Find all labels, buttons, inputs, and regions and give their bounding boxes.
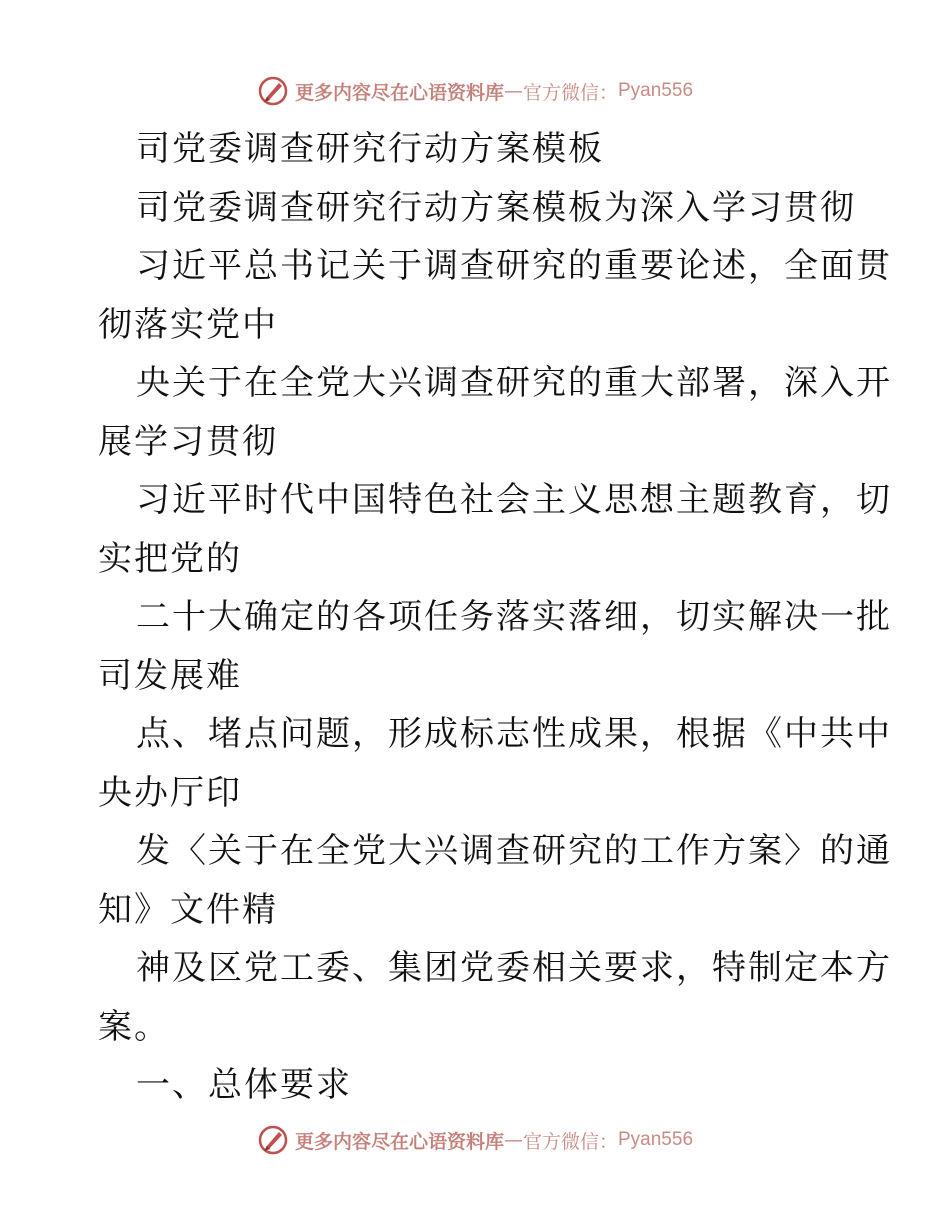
- watermark-account: Pyan556: [618, 80, 694, 101]
- doc-line: 展学习贯彻: [98, 421, 278, 462]
- footer-watermark: [0, 1120, 950, 1160]
- watermark-separator: —: [503, 80, 523, 102]
- doc-line: 彻落实党中: [98, 304, 278, 345]
- watermark-account: Pyan556: [618, 1129, 694, 1150]
- watermark-separator: —: [503, 1129, 523, 1151]
- section-heading: 一、总体要求: [136, 1065, 352, 1105]
- doc-line: 央办厅印: [98, 772, 242, 813]
- doc-line: 点、堵点问题，形成标志性成果，根据《中共中: [136, 714, 892, 754]
- doc-line: 司党委调查研究行动方案模板为深入学习贯彻: [136, 187, 856, 228]
- doc-line: 司党委调查研究行动方案模板: [136, 129, 604, 169]
- doc-line: 二十大确定的各项任务落实落细，切实解决一批: [136, 597, 892, 637]
- doc-line: 习近平时代中国特色社会主义思想主题教育，切: [136, 480, 892, 520]
- doc-line: 习近平总书记关于调查研究的重要论述，全面贯: [136, 246, 892, 286]
- watermark-label: 官方微信：: [522, 81, 618, 104]
- header-watermark: [0, 71, 950, 111]
- doc-line: 司发展难: [98, 655, 242, 696]
- doc-line: 知》文件精: [98, 889, 278, 930]
- doc-line: 央关于在全党大兴调查研究的重大部署，深入开: [136, 363, 892, 403]
- document-body: [98, 120, 892, 1115]
- quill-circle-logo-icon: [257, 75, 289, 107]
- doc-line: 案。: [98, 1006, 170, 1047]
- watermark-label: 官方微信：: [522, 1130, 618, 1153]
- doc-line: 神及区党工委、集团党委相关要求，特制定本方: [136, 948, 892, 988]
- doc-line: 发〈关于在全党大兴调查研究的工作方案〉的通: [136, 831, 892, 871]
- watermark-brand: 更多内容尽在心语资料库: [294, 1130, 504, 1153]
- doc-line: 实把党的: [98, 538, 242, 579]
- quill-circle-logo-icon: [257, 1124, 289, 1156]
- watermark-brand: 更多内容尽在心语资料库: [294, 81, 504, 104]
